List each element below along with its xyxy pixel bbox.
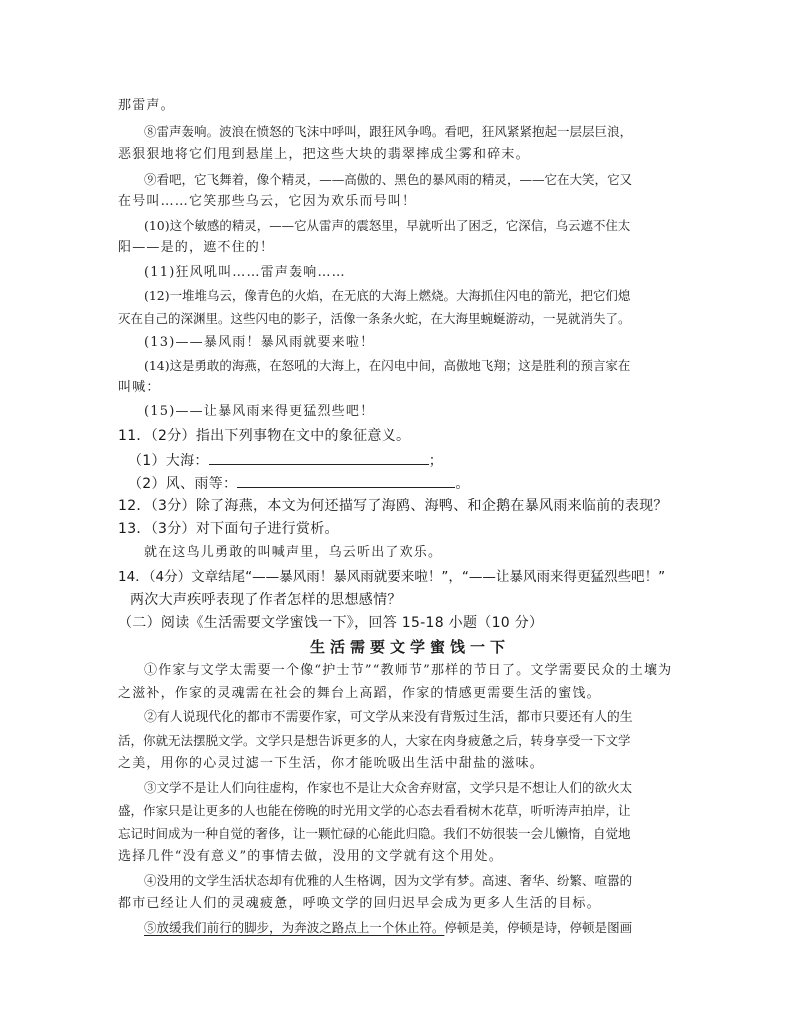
text-line: 阳——是的，遮不住的！ [118, 240, 275, 255]
article-title: 生活需要文学蜜饯一下 [310, 638, 511, 656]
question-14-continued: 两次大声疾呼表现了作者怎样的思想感情？ [130, 592, 402, 608]
question-13: 13．（3分）对下面句子进行赏析。 [118, 521, 339, 537]
text-line: 恶狠狠地将它们甩到悬崖上，把这些大块的翡翠摔成尘雾和碎末。 [118, 147, 530, 162]
article-paragraph-4: ④没用的文学生活状态却有优雅的人生格调，因为文学有梦。高速、奢华、纷繁、喧嚣的 [144, 873, 633, 888]
paragraph-text: 停顿是美，停顿是诗，停顿是图画 [444, 920, 633, 935]
paragraph-14: (14)这是勇敢的海燕，在怒吼的大海上，在闪电中间，高傲地飞翔；这是胜利的预言家在 [144, 358, 631, 373]
text-line: 在号叫……它笑那些乌云，它因为欢乐而号叫！ [118, 194, 417, 209]
paragraph-10: (10)这个敏感的精灵，——它从雷声的震怒里，早就听出了困乏，它深信，乌云遮不住太 [144, 218, 631, 233]
text-line: 叫喊： [118, 380, 161, 395]
underlined-sentence: ⑤放缓我们前行的脚步，为奔波之路点上一个休止符。 [144, 920, 445, 935]
paragraph-15: (15)——让暴风雨来得更猛烈些吧！ [144, 404, 375, 419]
text-line: 都市已经让人们的灵魂疲惫，呼唤文学的回归迟早会成为更多人生活的目标。 [118, 896, 601, 911]
answer-label: （2）风、雨等： [128, 476, 238, 492]
article-paragraph-1: ①作家与文学太需要一个像“护士节”“教师节”那样的节日了。文学需要民众的土壤为 [144, 663, 673, 678]
paragraph-13: (13)——暴风雨！暴风雨就要来啦！ [144, 335, 375, 350]
text-line: 盛，作家只是让更多的人也能在傍晚的时光用文学的心态去看看树木花草，听听涛声拍岸，让 [118, 803, 631, 818]
text-line: 忘记时间成为一种自觉的奢侈，让一颗忙碌的心能此归隐。我们不妨很装一会儿懒惰，自觉地 [118, 826, 631, 841]
answer-blank[interactable] [237, 473, 455, 488]
quoted-sentence: 就在这鸟儿勇敢的叫喊声里，乌云听出了欢乐。 [144, 545, 443, 560]
article-paragraph-5 [144, 918, 632, 938]
question-11: 11．（2分）指出下列事物在文中的象征意义。 [118, 428, 411, 444]
paragraph-9: ⑨看吧，它飞舞着，像个精灵，——高傲的、黑色的暴风雨的精灵，——它在大笑，它又 [144, 172, 633, 187]
text-line: 灭在自己的深渊里。这些闪电的影子，活像一条条火蛇，在大海里蜿蜒游动，一晃就消失了。 [118, 311, 631, 326]
question-11-part-1 [128, 450, 443, 471]
question-12: 12．（3分）除了海燕，本文为何还描写了海鸥、海鸭、和企鹅在暴风雨来临前的表现？ [118, 498, 668, 514]
paragraph-12: (12)一堆堆乌云，像青色的火焰，在无底的大海上燃烧。大海抓住闪电的箭光，把它们熄 [144, 288, 631, 303]
section-heading: （二）阅读《生活需要文学蜜饯一下》，回答 15-18 小题（10 分） [118, 615, 544, 631]
article-paragraph-2: ②有人说现代化的都市不需要作家，可文学从来没有背叛过生活，都市只要还有人的生 [144, 710, 633, 725]
text-line: 之美，用你的心灵过滤一下生活，你才能吮吸出生活中甜盐的滋味。 [118, 756, 545, 771]
answer-end: 。 [455, 476, 470, 492]
question-14: 14．（4分）文章结尾“——暴风雨！暴风雨就要来啦！”，“——让暴风雨来得更猛烈些吧！” [118, 569, 666, 585]
text-line: 选择几件“没有意义”的事情去做，没用的文学就有这个用处。 [118, 849, 503, 864]
article-paragraph-3: ③文学不是让人们向往虚构，作家也不是让大众舍弃财富，文学只是不想让人们的欲火太 [144, 780, 633, 795]
question-11-part-2 [128, 473, 470, 494]
paragraph-11: (11)狂风吼叫……雷声轰响…… [144, 265, 346, 280]
text-line: 之滋补，作家的灵魂需在社会的舞台上高蹈，作家的情感更需要生活的蜜饯。 [118, 686, 601, 701]
answer-end: ； [428, 453, 444, 469]
paragraph-8: ⑧雷声轰响。波浪在愤怒的飞沫中呼叫，跟狂风争鸣。看吧，狂风紧紧抱起一层层巨浪， [144, 124, 633, 139]
text-line: 那雷声。 [118, 98, 175, 113]
text-line: 活，你就无法摆脱文学。文学只是想告诉更多的人，大家在肉身疲惫之后，转身享受一下文学 [118, 733, 631, 748]
answer-label: （1）大海： [128, 453, 209, 469]
answer-blank[interactable] [209, 450, 429, 465]
